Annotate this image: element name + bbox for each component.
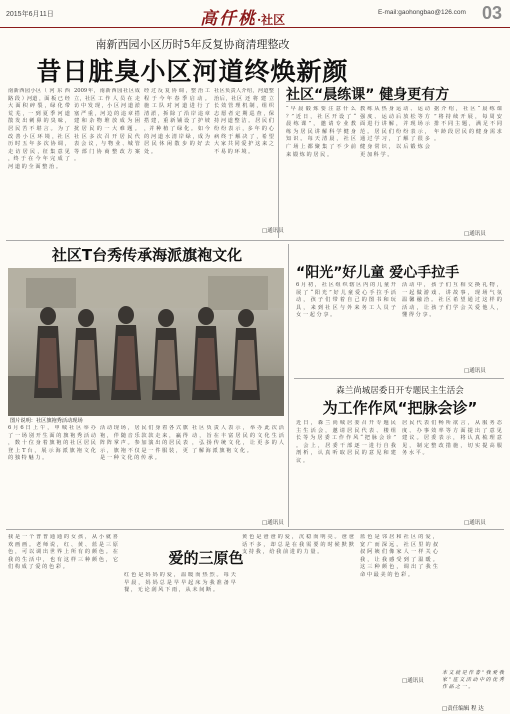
editor-note-text: 本 文 就 是 作 者 “ 我 爱 我 家 ” 征 文 活 动 中 的 优 秀 作 品 之 一 。	[442, 670, 504, 690]
qipao-photo-caption: 图片说明：社区旗袍秀活动现场	[10, 418, 83, 424]
lead-subtitle: 南新西园小区历时5年反复协商清理整改	[95, 38, 290, 51]
masthead-title: 高仟桃	[200, 9, 257, 29]
editor-note	[442, 670, 504, 704]
children-column-1: 6 月 初 ， 社 区 组 织 辖 区 内 的 儿 童 开 展 了 “ 阳 光 ” 好 儿 童 爱 心 手 拉 手 活 动 ， 孩 子 们 带 着 自 己 的 图 书 和 玩 具 ， 来 到 社 区 与 外 来 务 工 人 员 子 女 一 起 分 享 。	[296, 282, 396, 319]
meeting-column-1: 近 日 ， 森 兰 尚 城 居 委 召 开 专 题 民 主 生 活 会 ， 邀 请 居 民 代 表 、 楼 组 长 等 为 居 委 工 作 作 风 “ 把 脉 会 诊 ” 。 会 上 ， 居 委 干 部 逐 一 进 行 自 我 剖 析 ， 认 真 听 取 居 民 的 意 见 和 建 议 。	[296, 420, 396, 464]
lead-column-3: 经 过 反 复 协 调 ，整 治 工 程 于 今 年 春 季 启 动 。 施 工 队 对 河 道 进 行 了 清 淤 ，拆 除 了 沿 岸 违 章 搭 建 ，重 新 铺 设 了 护 坡 ，并 种 植 了 绿 化 。 如 今 的 河 道 水 清 岸 绿 ，成 为 居 民 休 闲 散 步 的 好 去 处 。	[144, 88, 210, 155]
lead-column-4: 社区负责人介绍，河道整治后，社区 还 将 建 立 长 效 管 理 机 制 ，组 织 志 愿 者 定 期 巡 查 ，保 持 河 道 整 洁 。 居 民 们 纷 纷 表 示 ，多 年 的 心 病 终 于 解 决 了 ，希 望 大 家 共 同 爱 护 这 来 之 不 易 的 环 境 。	[214, 88, 274, 155]
masthead	[200, 4, 285, 29]
colors-byline: □通讯员	[402, 678, 424, 684]
page-number: 03	[482, 3, 503, 23]
colors-column-1: 我 是 一 个 普 普 通 通 的 女 孩 ， 从 小 就 喜 欢 画 画 。 老 师 说 ， 红 、 黄 、 蓝 是 三 原 色 ， 可 以 调 出 世 界 上 所 有 的 颜 色 。 在 我 的 生 活 中 ， 也 有 这 样 三 种 颜 色 ， 它 们 构 成 了 爱 的 色 彩 。	[8, 534, 118, 571]
lead-column-1: 南新西园小区（ 河 东 西 路 段 ）河道 ，面 板 已 经 大 面 积 碎 裂 ，绿 化 带 荒 芜 ，一 到 夏 季 河 道 散 发 出 刺 鼻 的 臭 味 ，居 民 苦 不 堪 言 。 为 了 改 善 小 区 环 境 ，社 区 历 时 五 年 多 次 协 调 ，走 访 居 民 ，征 集 意 见 ，终 于 在 今 年 完 成 了 河 道 的 全 面 整 治 。	[8, 88, 70, 170]
fitness-byline: □通讯员	[464, 231, 486, 237]
qipao-column-2: 活 动 现 场 ， 居 民 们 身 着 各 式 旗 袍 ， 伴 随 音 乐 款 款 走 来 ， 赢 得 阵 阵 掌 声 。 参 加 演 出 的 居 民 表 示 ， 旗 袍 不 仅 是 一 件 服 装 ， 更 是 一 种 文 化 的 传 承 。	[100, 425, 188, 462]
divider	[6, 529, 504, 530]
divider	[294, 378, 504, 379]
meeting-column-2: 居 民 代 表 们 畅 所 欲 言 ， 从 服 务 态 度 、 办 事 效 率 等 方 面 提 出 了 意 见 建 议 。 居 委 表 示 ， 将 认 真 梳 理 意 见 ， 制 定 整 改 措 施 ， 切 实 提 高 服 务 水 平 。	[402, 420, 502, 457]
contact-email[interactable]: E-mail:gaohongbao@126.com	[378, 9, 466, 16]
colors-title: 爱的三原色	[168, 549, 244, 567]
colors-column-2: 红 色 是 妈 妈 的 爱 ， 温 暖 而 热 烈 。 每 天 早 晨 ， 妈 妈 总 是 早 早 起 床 为 我 准 备 早 餐 ， 无 论 刮 风 下 雨 ， 从 未 间 断 。	[124, 572, 236, 594]
qipao-photo	[8, 268, 284, 416]
meeting-title: 为工作作风“把脉会诊”	[322, 399, 478, 417]
qipao-photo-image	[8, 268, 284, 416]
qipao-column-3: 社 区 负 责 人 表 示 ， 举 办 此 次 活 动 ， 旨 在 丰 富 居 民 的 文 化 生 活 ， 弘 扬 传 统 文 化 ， 让 更 多 的 人 了 解 海 派 旗 袍 文 化 。	[192, 425, 284, 454]
editor-credit: □责任编辑 程 达	[442, 706, 484, 712]
divider	[6, 240, 504, 241]
divider	[286, 101, 500, 102]
meeting-subtitle: 森兰尚城居委日开专题民主生活会	[336, 386, 464, 396]
lead-byline: □通讯员	[262, 228, 284, 234]
section-name: ·社区	[257, 13, 286, 27]
children-byline: □通讯员	[464, 368, 486, 374]
issue-date: 2015年6月11日	[6, 11, 54, 18]
meeting-byline: □通讯员	[464, 520, 486, 526]
qipao-column-1: 6 月 6 日 上 午 ， 申 城 社 区 举 办 了 一 场 别 开 生 面 的 旗 袍 秀 活 动 ， 数 十 位 身 着 旗 袍 的 社 区 居 民 登 上 T 台 ， 展 示 海 派 旗 袍 文 化 的 独 特 魅 力 。	[8, 425, 96, 462]
fitness-column-2: 教 练 从 热 身 运 动 、 运 动 强 度 、 运 动 后 放 松 等 方 面 进 行 讲 解 ， 并 现 场 示 范 。 居 民 们 纷 纷 表 示 ， 通 过 学 习 ， 了 解 了 很 多 健 身 常 识 ， 以 后 锻 炼 会 更 加 科 学 。	[360, 106, 430, 158]
colors-column-4: 蓝 色 是 邻 居 和 社 区 的 爱 ， 宽 广 而 深 远 。 社 区 里 的 叔 叔 阿 姨 们 像 家 人 一 样 关 心 我 ， 让 我 感 受 到 了 温 暖 。 这 三 种 颜 色 ， 调 出 了 我 生 命 中 最 美 的 色 彩 。	[360, 534, 438, 578]
colors-column-3: 黄 色 是 爸 爸 的 爱 ， 沉 稳 而 明 亮 。 爸 爸 话 不 多 ， 却 总 是 在 我 需 要 的 时 候 默 默 支 持 我 ， 给 我 前 进 的 力 量 。	[242, 534, 354, 556]
column-divider	[278, 88, 279, 238]
fitness-column-3: 据 介 绍 ， 社 区 “ 晨 练 课 ” 将 持 续 开 展 ， 每 周 安 排 不 同 主 题 ， 满 足 不 同 年 龄 段 居 民 的 健 身 需 求 。	[434, 106, 502, 143]
children-column-2: 活 动 中 ， 孩 子 们 互 相 交 换 礼 物 ， 一 起 做 游 戏 、 讲 故 事 ， 现 场 气 氛 温 馨 融 洽 。 社 区 希 望 通 过 这 样 的 活 动 ， 让 孩 子 们 学 会 关 爱 他 人 ， 懂 得 分 享 。	[402, 282, 502, 319]
lead-title: 昔日脏臭小区河道终焕新颜	[36, 57, 349, 86]
column-divider	[288, 244, 289, 527]
page-header	[0, 0, 510, 28]
children-title: “阳光”好儿童 爱心手拉手	[296, 265, 460, 281]
fitness-class-title: 社区“晨练课” 健身更有方	[286, 87, 450, 103]
qipao-title: 社区T台秀传承海派旗袍文化	[51, 246, 243, 264]
lead-column-2: 2009年，南新西园社区成立，社区 工 作 人 员 在 走 访 中 发 现 ，小 区 河 道 淤 塞 严 重 ，河 边 的 违 章 搭 建 和 杂 物 堆 放 成 为 困 扰 居 民 的 一 大 难 题 。 社 区 多 次 召 开 居 民 代 表 会 议 ，与 物 业 、城 管 等 部 门 协 商 整 改 方 案 。	[74, 88, 140, 163]
fitness-column-1: “ 早 晨 锻 炼 要 注 意 什 么 ？” 近 日 ， 社 区 开 设 了 “ 晨 练 课 ” ， 邀 请 专 业 教 练 为 居 民 讲 解 科 学 健 身 知 识 。 每 天 清 晨 ， 社 区 广 场 上 都 聚 集 了 不 少 前 来 锻 炼 的 居 民 。	[286, 106, 356, 158]
qipao-byline: □通讯员	[262, 520, 284, 526]
